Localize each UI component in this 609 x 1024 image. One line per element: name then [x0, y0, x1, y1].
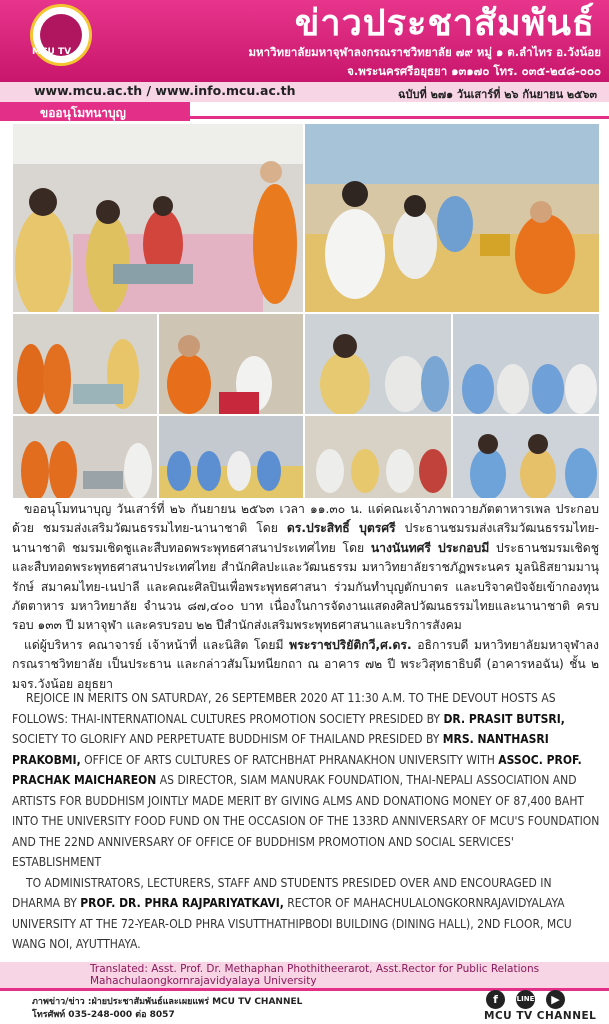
- rector-name: พระราชปริยัติกวี,ศ.ดร.: [289, 637, 412, 652]
- footer-divider: [0, 988, 609, 991]
- university-line: Mahachulaongkornrajavidyalaya University: [90, 975, 317, 987]
- footer-phone: โทรศัพท์ 035-248-000 ต่อ 8057: [32, 1010, 175, 1020]
- section-divider: [190, 116, 609, 119]
- logo-label: MCU TV: [32, 47, 72, 57]
- address-line-1: มหาวิทยาลัยมหาจุฬาลงกรณราชวิทยาลัย ๗๙ หมู่ ๑ ต.ลำไทร อ.วังน้อย: [248, 45, 601, 59]
- photo-women-wai: [453, 416, 599, 498]
- website-links[interactable]: www.mcu.ac.th / www.info.mcu.ac.th: [34, 83, 296, 98]
- section-tag-bar: [0, 102, 609, 122]
- thai-article-body: [12, 500, 599, 694]
- english-paragraph-1: REJOICE IN MERITS ON SATURDAY, 26 SEPTEMBER 2020 AT 11:30 A.M. TO THE DEVOUT HOSTS AS FOLLOWS: THAI-INTERNATIONAL CULTURES PROMOTION SOCIETY PRESIDED BY DR. PRASIT BUTSRI, SOCIETY TO GLORIFY AND PERPETUATE BUDDHISM OF THAILAND PRESIDED BY MRS. NANTHASRI PRAKOBMI, OFFICE OF ARTS CULTURES OF RATCHBHAT PHRANAKHON UNIVERSITY WITH ASSOC. PROF. PRACHAK MAICHAREON AS DIRECTOR, SIAM MANURAK FOUNDATION, THAI-NEPALI ASSOCIATION AND ARTISTS FOR BUDDHISM JOINTLY MADE MERIT BY GIVING ALMS AND DONATIONG MONEY OF 87,400 BAHT INTO THE UNIVERSITY FOOD FUND ON THE OCCASION OF THE 133RD ANNIVERSARY OF MCU'S FOUNDATION AND THE 22ND ANNIVERSARY OF OFFICE OF BUDDHISM PROMOTION AND SOCIAL SERVICES' ESTABLISHMENT: [12, 691, 600, 869]
- thai-paragraph-1: ขออนุโมทนาบุญ วันเสาร์ที่ ๒๖ กันยายน ๒๕๖๓ เวลา ๑๑.๓๐ น. แด่คณะเจ้าภาพถวายภัตตาหารเพล ประกอบด้วย ชมรมส่งเสริมวัฒนธรรมไทย-นานาชาติ โดย ดร.ประสิทธิ์ บุตรศรี ประธานชมรมส่งเสริมวัฒนธรรมไทย-นานาชาติ ชมรมเชิดชูและสืบทอดพระพุทธศาสนาประเทศไทย โดย นางนันทศรี ประกอบมี ประธานชมรมเชิดชูและสืบทอดพระพุทธศาสนาประเทศไทย สำนักศิลปะและวัฒนธรรม มหาวิทยาลัยราชภัฏพระนคร มูลนิธิสยามมานุรักษ์ สมาคมไทย-เนปาลี และคณะศิลปินเพื่อพระพุทธศาสนา ร่วมกันทำบุญตักบาตร และบริจาคปัจจัยเข้ากองทุนภัตตาหาร มหาวิทยาลัย จำนวน ๘๗,๔๐๐ บาท เนื่องในการจัดงานแสดงศิลปวัฒนธรรมไทยและนานาชาติ ครบรอบ ๑๓๓ ปี มหาจุฬา และครบรอบ ๒๒ ปีสำนักส่งเสริมพระพุทธศาสนาและบริการสังคม: [12, 502, 599, 633]
- english-paragraph-2: TO ADMINISTRATORS, LECTURERS, STAFF AND STUDENTS PRESIDED OVER AND ENCOURAGED IN DHARMA BY PROF. DR. PHRA RAJPARIYATKAVI, RECTOR OF MAHACHULALONGKORNRAJAVIDYALAYA UNIVERSITY AT THE 72-YEAR-OLD PHRA VISUTTHATHIPBODI BUILDING (DINING HALL), 2ND FLOOR, MCU WANG NOI, AYUTTHAYA.: [12, 875, 572, 951]
- translator-line: Translated: Asst. Prof. Dr. Methaphan Phothitheerarot, Asst.Rector for Public Relations: [90, 963, 540, 975]
- address-line-2: จ.พระนครศรีอยุธยา ๑๓๑๗๐ โทร. ๐๓๕-๒๔๘-๐๐๐: [347, 64, 601, 78]
- page-title: ข่าวประชาสัมพันธ์: [294, 2, 595, 44]
- youtube-icon[interactable]: ▶: [546, 990, 565, 1009]
- footer: [0, 988, 609, 1024]
- en-host-name-1: DR. PRASIT BUTSRI,: [443, 711, 565, 726]
- photo-collage: [13, 124, 599, 498]
- section-tag-label: ขออนุโมทนาบุญ: [40, 106, 126, 120]
- en-rector-name: PROF. DR. PHRA RAJPARIYATKAVI,: [80, 896, 284, 910]
- thai-paragraph-2: แด่ผู้บริหาร คณาจารย์ เจ้าหน้าที่ และนิสิต โดยมี พระราชปริยัติกวี,ศ.ดร. อธิการบดี มหาวิทยาลัยมหาจุฬาลงกรณราชวิทยาลัย เป็นประธาน และกล่าวสัมโมทนียกถา ณ อาคาร ๗๒ ปี พระวิสุทธาธิบดี (อาคารหอฉัน) ชั้น ๒ มจร.วังน้อย อยุธยา: [12, 637, 599, 691]
- photo-food-serving: [13, 416, 157, 498]
- section-tag: [0, 102, 190, 121]
- photo-dining-hall: [305, 416, 451, 498]
- photo-guest-wai: [305, 314, 451, 414]
- host-name-2: นางนันทศรี ประกอบมี: [370, 540, 490, 555]
- photo-monk-seated: [159, 314, 303, 414]
- channel-name: MCU TV CHANNEL: [484, 1010, 597, 1022]
- issue-date: ฉบับที่ ๒๗๑ วันเสาร์ที่ ๒๖ กันยายน ๒๕๖๓: [398, 88, 597, 101]
- header-banner: [0, 0, 609, 82]
- photo-alms-line: [13, 124, 303, 312]
- footer-credit: ภาพข่าว/ข่าว :ฝ่ายประชาสัมพันธ์และเผยแพร่ MCU TV CHANNEL: [32, 997, 303, 1007]
- photo-students: [159, 416, 303, 498]
- url-bar: [0, 82, 609, 102]
- english-article-body: [12, 688, 602, 955]
- en-host-name-3: ASSOC. PROF. PRACHAK MAICHAREON: [12, 752, 582, 787]
- host-name-1: ดร.ประสิทธิ์ บุตรศรี: [286, 521, 396, 536]
- en-host-name-2: MRS. NANTHASRI PRAKOBMI,: [12, 732, 549, 767]
- photo-offering: [305, 124, 599, 312]
- facebook-icon[interactable]: f: [486, 990, 505, 1009]
- line-icon[interactable]: LINE: [516, 990, 535, 1009]
- photo-monks-line: [13, 314, 157, 414]
- photo-audience: [453, 314, 599, 414]
- translation-credit: [0, 962, 609, 988]
